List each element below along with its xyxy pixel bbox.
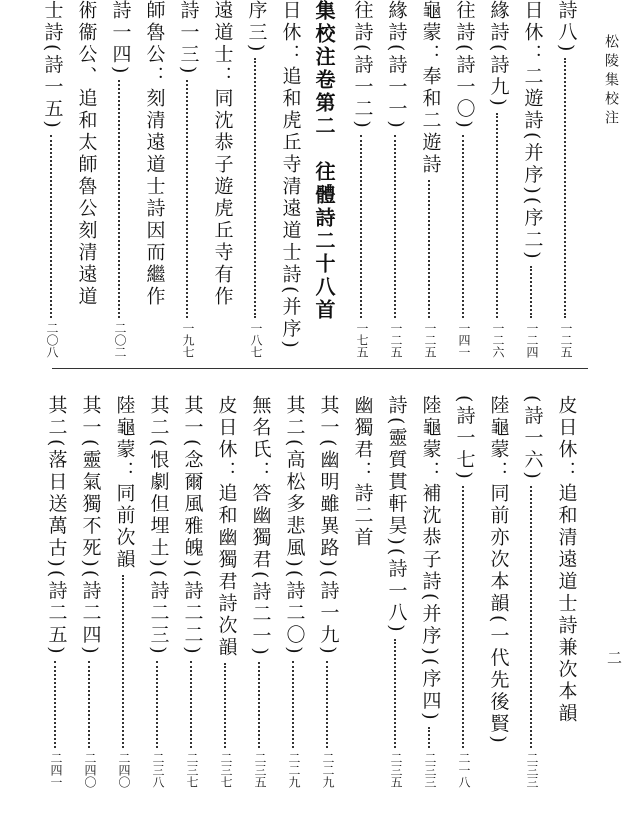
toc-page-number: 二〇八 bbox=[45, 322, 59, 358]
toc-page-number: 一九七 bbox=[181, 322, 195, 358]
toc-entry-title: 其二(恨劇但埋土)(詩二三) bbox=[147, 395, 170, 657]
toc-entry-title: 緣詩(詩一一) bbox=[385, 0, 408, 131]
toc-page-number: 二三五 bbox=[389, 752, 403, 788]
toc-leader-dots bbox=[360, 135, 364, 318]
toc-entry-title: 皮日休：追和清遠道士詩兼次本韻 bbox=[555, 395, 578, 725]
toc-page-number: 二二九 bbox=[321, 752, 335, 788]
toc-entry-title: 術衞公、追和太師魯公刻清遠道 bbox=[75, 0, 98, 308]
toc-entry-title: 集校注卷第二 往體詩二十八首 bbox=[312, 0, 336, 322]
toc-entry bbox=[452, 0, 476, 360]
toc-entry-title: 詩八) bbox=[555, 0, 578, 55]
toc-entry-title: (詩一六) bbox=[521, 395, 544, 482]
toc-page-number: 二四〇 bbox=[83, 752, 97, 788]
toc-entry-title: 其一(念爾風雅魄)(詩二二) bbox=[181, 395, 204, 657]
toc-entry bbox=[44, 395, 68, 790]
toc-entry-title: 士詩(詩一五) bbox=[41, 0, 64, 131]
toc-entry bbox=[350, 0, 374, 360]
toc-entry bbox=[418, 395, 442, 790]
toc-entry-title: 其二(落日送萬古)(詩二五) bbox=[45, 395, 68, 657]
toc-page-number: 二四〇 bbox=[117, 752, 131, 788]
toc-entry bbox=[248, 395, 272, 790]
toc-entry bbox=[418, 0, 442, 360]
toc-leader-dots bbox=[292, 661, 296, 748]
toc-entry bbox=[452, 395, 476, 790]
toc-entry bbox=[520, 0, 544, 360]
toc-page-number: 一二四 bbox=[525, 322, 539, 358]
toc-entry-title: 序三) bbox=[245, 0, 268, 55]
toc-page-number: 二〇二 bbox=[113, 322, 127, 358]
toc-page-number: 一二五 bbox=[559, 322, 573, 358]
toc-entry bbox=[176, 0, 200, 360]
toc-leader-dots bbox=[118, 80, 122, 318]
toc-entry bbox=[278, 0, 302, 360]
toc-leader-dots bbox=[462, 486, 466, 748]
toc-entry bbox=[350, 395, 374, 790]
toc-entry bbox=[146, 395, 170, 790]
toc-leader-dots bbox=[224, 663, 228, 748]
toc-leader-dots bbox=[88, 661, 92, 748]
toc-entry-title: 往詩(詩一〇) bbox=[453, 0, 476, 131]
toc-page-number: 一二六 bbox=[491, 322, 505, 358]
toc-entry-title: 陸龜蒙：補沈恭子詩(并序)(序四) bbox=[419, 395, 442, 723]
toc-leader-dots bbox=[530, 266, 534, 318]
toc-leader-dots bbox=[564, 58, 568, 318]
toc-entry bbox=[180, 395, 204, 790]
toc-leader-dots bbox=[394, 135, 398, 318]
toc-entry bbox=[214, 395, 238, 790]
toc-entry-title: 幽獨君：詩二首 bbox=[351, 395, 374, 549]
toc-leader-dots bbox=[254, 58, 258, 318]
toc-entry-title: 遠道士：同沈恭子遊虎丘寺有作 bbox=[211, 0, 234, 308]
toc-entry bbox=[520, 395, 544, 790]
toc-entry bbox=[486, 0, 510, 360]
toc-entry-title: 其一(靈氣獨不死)(詩二四) bbox=[79, 395, 102, 657]
section-divider bbox=[52, 368, 588, 369]
toc-leader-dots bbox=[258, 662, 262, 748]
toc-leader-dots bbox=[530, 486, 534, 748]
toc-page-number: 二三七 bbox=[185, 752, 199, 788]
toc-leader-dots bbox=[496, 113, 500, 318]
toc-entry-title: 日休：二遊詩(并序)(序二) bbox=[521, 0, 544, 262]
toc-leader-dots bbox=[394, 639, 398, 748]
toc-entry-title: 龜蒙：奉和二遊詩 bbox=[419, 0, 442, 176]
toc-entry-title: 其二(高松多悲風)(詩二〇) bbox=[283, 395, 306, 657]
toc-leader-dots bbox=[54, 661, 58, 748]
toc-page-number: 一四一 bbox=[457, 322, 471, 358]
toc-entry-title: 皮日休：追和幽獨君詩次韻 bbox=[215, 395, 238, 659]
running-header-title: 松陵集校注 bbox=[603, 34, 619, 129]
toc-entry-title: 無名氏：答幽獨君(詩二一) bbox=[249, 395, 272, 658]
toc-entry-title: 其一(幽明雖異路)(詩一九) bbox=[317, 395, 340, 657]
toc-leader-dots bbox=[156, 661, 160, 748]
toc-entry bbox=[244, 0, 268, 360]
toc-entry bbox=[486, 395, 510, 790]
toc-entry bbox=[210, 0, 234, 360]
toc-entry bbox=[554, 395, 578, 790]
toc-entry-title: 日休：追和虎丘寺清遠道士詩(并序) bbox=[279, 0, 302, 351]
toc-entry bbox=[554, 0, 578, 360]
toc-leader-dots bbox=[428, 727, 432, 748]
toc-entry-title: 陸龜蒙：同前亦次本韻(一代先後賢) bbox=[487, 395, 510, 746]
toc-leader-dots bbox=[462, 135, 466, 318]
toc-leader-dots bbox=[190, 661, 194, 748]
toc-page-number: 二三三 bbox=[423, 752, 437, 788]
toc-page-number: 二三八 bbox=[151, 752, 165, 788]
toc-leader-dots bbox=[186, 80, 190, 318]
toc-entry bbox=[112, 395, 136, 790]
toc-entry bbox=[282, 395, 306, 790]
page-number: 二 bbox=[605, 650, 623, 670]
toc-entry bbox=[316, 395, 340, 790]
toc-entry-title: 陸龜蒙：同前次韻 bbox=[113, 395, 136, 571]
toc-page-number: 二三五 bbox=[253, 752, 267, 788]
toc-leader-dots bbox=[428, 180, 432, 318]
toc-entry-title: 詩(靈質貫軒昊)(詩一八) bbox=[385, 395, 408, 635]
toc-page-number: 二四一 bbox=[49, 752, 63, 788]
toc-entry-title: (詩一七) bbox=[453, 395, 476, 482]
toc-entry bbox=[78, 395, 102, 790]
toc-entry bbox=[108, 0, 132, 360]
toc-leader-dots bbox=[326, 661, 330, 748]
toc-entry bbox=[384, 0, 408, 360]
toc-entry-title: 詩一四) bbox=[109, 0, 132, 77]
toc-entry-title: 緣詩(詩九) bbox=[487, 0, 510, 109]
toc-entry bbox=[384, 395, 408, 790]
toc-entry-title: 往詩(詩一二) bbox=[351, 0, 374, 131]
toc-chapter-heading bbox=[312, 0, 336, 360]
toc-entry bbox=[40, 0, 64, 360]
toc-page-number: 一七五 bbox=[355, 322, 369, 358]
toc-page-number: 二三三 bbox=[525, 752, 539, 788]
toc-entry-title: 師魯公：刻清遠道士詩因而繼作 bbox=[143, 0, 166, 308]
toc-page-number: 一八七 bbox=[249, 322, 263, 358]
toc-page-number: 二一八 bbox=[457, 752, 471, 788]
toc-entry-title: 詩一三) bbox=[177, 0, 200, 77]
toc-page-number: 二二九 bbox=[287, 752, 301, 788]
toc-page-number: 一二五 bbox=[423, 322, 437, 358]
toc-page-number: 一二五 bbox=[389, 322, 403, 358]
toc-leader-dots bbox=[122, 575, 126, 748]
toc-leader-dots bbox=[50, 135, 54, 318]
toc-entry bbox=[74, 0, 98, 360]
toc-page-number: 二三七 bbox=[219, 752, 233, 788]
toc-entry bbox=[142, 0, 166, 360]
